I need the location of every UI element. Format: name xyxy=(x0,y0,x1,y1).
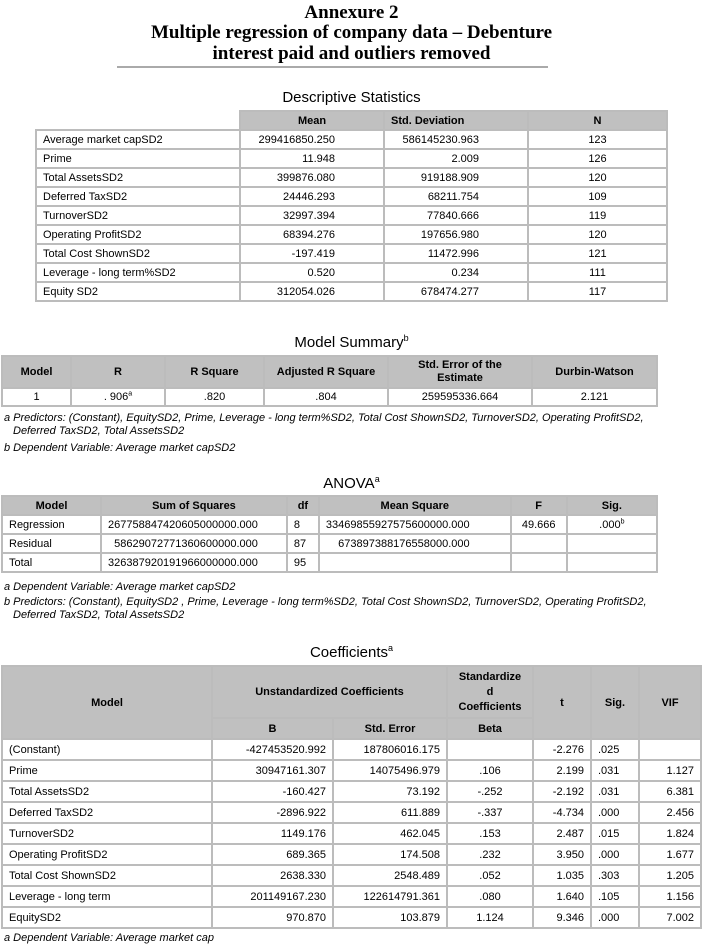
header-model: Model xyxy=(2,666,212,739)
cell-t: 1.640 xyxy=(533,886,591,907)
cell-predictor: Operating ProfitSD2 xyxy=(2,844,212,865)
cell-std-deviation: 77840.666 xyxy=(384,206,528,225)
descriptive-statistics-title: Descriptive Statistics xyxy=(282,89,421,106)
coefficients-title: Coefficients$^a$ xyxy=(309,643,394,661)
cell-std-deviation: 586145230.963 xyxy=(384,130,528,149)
cell-std-error: 187806016.175 xyxy=(333,739,447,760)
table-row xyxy=(36,187,667,206)
cell-r-square: .820 xyxy=(165,388,264,406)
cell-predictor: EquitySD2 xyxy=(2,907,212,928)
header-beta: Beta xyxy=(447,718,533,739)
cell-mean: 399876.080 xyxy=(240,168,384,187)
table-row xyxy=(2,865,701,886)
cell-beta: -.252 xyxy=(447,781,533,802)
cell-f xyxy=(511,534,567,553)
cell-variable: Total Cost ShownSD2 xyxy=(36,244,240,263)
cell-std-deviation: 11472.996 xyxy=(384,244,528,263)
table-header-row xyxy=(36,111,667,130)
cell-vif xyxy=(639,739,701,760)
cell-variable: Total AssetsSD2 xyxy=(36,168,240,187)
cell-f: 49.666 xyxy=(511,515,567,534)
cell-t: 1.035 xyxy=(533,865,591,886)
cell-t: 3.950 xyxy=(533,844,591,865)
cell-n: 120 xyxy=(528,168,667,187)
header-r-square: R Square xyxy=(165,356,264,388)
cell-df: 87 xyxy=(287,534,319,553)
table-row xyxy=(36,206,667,225)
cell-mean: 24446.293 xyxy=(240,187,384,206)
cell-durbin-watson: 2.121 xyxy=(532,388,657,406)
cell-mean: 68394.276 xyxy=(240,225,384,244)
cell-std-deviation: 197656.980 xyxy=(384,225,528,244)
table-row xyxy=(2,844,701,865)
cell-std-error: 122614791.361 xyxy=(333,886,447,907)
table-row xyxy=(2,886,701,907)
table-row xyxy=(2,553,657,572)
table-row xyxy=(36,130,667,149)
cell-predictor: (Constant) xyxy=(2,739,212,760)
cell-vif: 7.002 xyxy=(639,907,701,928)
cell-t: 9.346 xyxy=(533,907,591,928)
cell-n: 120 xyxy=(528,225,667,244)
cell-n: 111 xyxy=(528,263,667,282)
cell-predictor: Total Cost ShownSD2 xyxy=(2,865,212,886)
cell-predictor: Deferred TaxSD2 xyxy=(2,802,212,823)
cell-model: Regression xyxy=(2,515,101,534)
cell-mean-square xyxy=(319,553,511,572)
table-header-row xyxy=(2,666,701,718)
cell-n: 126 xyxy=(528,149,667,168)
cell-std-error: 462.045 xyxy=(333,823,447,844)
cell-n: 109 xyxy=(528,187,667,206)
heading-line-3: interest paid and outliers removed xyxy=(212,43,491,64)
cell-b: -2896.922 xyxy=(212,802,333,823)
cell-std-deviation: 68211.754 xyxy=(384,187,528,206)
cell-std-deviation: 2.009 xyxy=(384,149,528,168)
header-adjusted-r-square: Adjusted R Square xyxy=(264,356,388,388)
cell-b: -160.427 xyxy=(212,781,333,802)
cell-n: 121 xyxy=(528,244,667,263)
header-n: N xyxy=(528,111,667,130)
header-std-error-estimate: Std. Error of the Estimate xyxy=(388,356,532,388)
table-row xyxy=(36,263,667,282)
cell-df: 95 xyxy=(287,553,319,572)
header-sig: Sig. xyxy=(567,496,657,515)
table-row xyxy=(2,739,701,760)
cell-predictor: Leverage - long term xyxy=(2,886,212,907)
table-row xyxy=(2,760,701,781)
header-model: Model xyxy=(2,356,71,388)
cell-t: 2.199 xyxy=(533,760,591,781)
cell-sig xyxy=(567,515,657,534)
cell-n: 117 xyxy=(528,282,667,301)
table-row xyxy=(2,823,701,844)
cell-variable: Deferred TaxSD2 xyxy=(36,187,240,206)
cell-mean: -197.419 xyxy=(240,244,384,263)
coefficients-table xyxy=(1,665,702,929)
table-header-row xyxy=(2,496,657,515)
cell-std-error: 103.879 xyxy=(333,907,447,928)
cell-b: 689.365 xyxy=(212,844,333,865)
cell-sum-of-squares: 58629072771360600000.000 xyxy=(101,534,287,553)
table-row xyxy=(36,244,667,263)
header-mean: Mean xyxy=(240,111,384,130)
cell-model: 1 xyxy=(2,388,71,406)
cell-std-deviation: 0.234 xyxy=(384,263,528,282)
model-summary-title: Model Summary$^b$ xyxy=(294,333,409,351)
sig-footnote: b xyxy=(620,517,625,525)
cell-variable: Operating ProfitSD2 xyxy=(36,225,240,244)
cell-std-error: 611.889 xyxy=(333,802,447,823)
cell-beta: 1.124 xyxy=(447,907,533,928)
header-b: B xyxy=(212,718,333,739)
cell-t: -2.192 xyxy=(533,781,591,802)
cell-f xyxy=(511,553,567,572)
cell-sig: .031 xyxy=(591,781,639,802)
table-row xyxy=(36,168,667,187)
table-row xyxy=(36,225,667,244)
cell-model: Residual xyxy=(2,534,101,553)
cell-std-error: 14075496.979 xyxy=(333,760,447,781)
heading-line-1: Annexure 2 xyxy=(304,2,399,23)
header-std-deviation: Std. Deviation xyxy=(384,111,528,130)
cell-beta: .106 xyxy=(447,760,533,781)
table-row xyxy=(2,781,701,802)
cell-beta: .153 xyxy=(447,823,533,844)
cell-sig: .031 xyxy=(591,760,639,781)
cell-variable: Average market capSD2 xyxy=(36,130,240,149)
cell-vif: 1.205 xyxy=(639,865,701,886)
cell-t: -2.276 xyxy=(533,739,591,760)
header-sum-of-squares: Sum of Squares xyxy=(101,496,287,515)
cell-sum-of-squares: 326387920191966000000.000 xyxy=(101,553,287,572)
table-row xyxy=(2,534,657,553)
cell-sum-of-squares: 267758847420605000000.000 xyxy=(101,515,287,534)
cell-mean: 0.520 xyxy=(240,263,384,282)
cell-vif: 1.127 xyxy=(639,760,701,781)
header-mean-square: Mean Square xyxy=(319,496,511,515)
cell-b: 2638.330 xyxy=(212,865,333,886)
cell-df: 8 xyxy=(287,515,319,534)
cell-predictor: TurnoverSD2 xyxy=(2,823,212,844)
cell-mean: 32997.394 xyxy=(240,206,384,225)
header-model: Model xyxy=(2,496,101,515)
anova-note-a: a Dependent Variable: Average market capSD2 xyxy=(4,581,236,593)
header-df: df xyxy=(287,496,319,515)
cell-sig: .000 xyxy=(591,907,639,928)
header-standardized-coefficients: Standardize d Coefficients xyxy=(447,666,533,718)
header-sig: Sig. xyxy=(591,666,639,739)
cell-sig: .000 xyxy=(591,844,639,865)
cell-predictor: Total AssetsSD2 xyxy=(2,781,212,802)
cell-vif: 1.824 xyxy=(639,823,701,844)
cell-vif: 2.456 xyxy=(639,802,701,823)
anova-title: ANOVA$^a$ xyxy=(323,474,380,492)
cell-beta: .080 xyxy=(447,886,533,907)
cell-std-deviation: 919188.909 xyxy=(384,168,528,187)
cell-vif: 1.156 xyxy=(639,886,701,907)
cell-t: 2.487 xyxy=(533,823,591,844)
header-unstandardized-coefficients: Unstandardized Coefficients xyxy=(212,666,447,718)
cell-mean-square: 673897388176558000.000 xyxy=(319,534,511,553)
model-summary-note-a: a Predictors: (Constant), EquitySD2, Prime, Leverage - long term%SD2, Total Cost ShownSD2, TurnoverSD2, Operating ProfitSD2, Deferred TaxSD2, Total AssetsSD2 xyxy=(4,412,644,437)
cell-r: . 906$^a$ xyxy=(71,388,165,406)
model-summary-note-b: b Dependent Variable: Average market capSD2 xyxy=(4,442,236,454)
table-row xyxy=(2,907,701,928)
cell-sig xyxy=(567,534,657,553)
cell-vif: 1.677 xyxy=(639,844,701,865)
heading-divider xyxy=(117,66,548,68)
header-durbin-watson: Durbin-Watson xyxy=(532,356,657,388)
cell-sig: .303 xyxy=(591,865,639,886)
cell-sig: .000 xyxy=(591,802,639,823)
cell-variable: Leverage - long term%SD2 xyxy=(36,263,240,282)
sig-value: .000 xyxy=(599,518,621,531)
table-row xyxy=(2,515,657,534)
cell-variable: Equity SD2 xyxy=(36,282,240,301)
header-blank xyxy=(36,111,240,130)
anova-note-b: b Predictors: (Constant), EquitySD2 , Prime, Leverage - long term%SD2, Total Cost ShownSD2, TurnoverSD2, Operating ProfitSD2, Deferred TaxSD2, Total AssetsSD2 xyxy=(4,596,647,621)
header-vif: VIF xyxy=(639,666,701,739)
header-std-error: Std. Error xyxy=(333,718,447,739)
cell-b: 30947161.307 xyxy=(212,760,333,781)
cell-predictor: Prime xyxy=(2,760,212,781)
cell-b: 970.870 xyxy=(212,907,333,928)
anova-table xyxy=(1,495,658,573)
table-row xyxy=(2,802,701,823)
cell-sig: .015 xyxy=(591,823,639,844)
cell-mean: 312054.026 xyxy=(240,282,384,301)
model-summary-table xyxy=(1,355,658,407)
coefficients-note-a: a Dependent Variable: Average market cap xyxy=(4,932,214,944)
cell-beta xyxy=(447,739,533,760)
cell-std-error: 174.508 xyxy=(333,844,447,865)
header-f: F xyxy=(511,496,567,515)
cell-std-error: 259595336.664 xyxy=(388,388,532,406)
header-r: R xyxy=(71,356,165,388)
cell-variable: TurnoverSD2 xyxy=(36,206,240,225)
cell-b: -427453520.992 xyxy=(212,739,333,760)
header-t: t xyxy=(533,666,591,739)
cell-n: 123 xyxy=(528,130,667,149)
cell-sig: .025 xyxy=(591,739,639,760)
cell-std-error: 2548.489 xyxy=(333,865,447,886)
table-header-row xyxy=(2,356,657,388)
cell-mean: 11.948 xyxy=(240,149,384,168)
cell-model: Total xyxy=(2,553,101,572)
cell-beta: -.337 xyxy=(447,802,533,823)
cell-b: 201149167.230 xyxy=(212,886,333,907)
cell-beta: .232 xyxy=(447,844,533,865)
table-row xyxy=(36,149,667,168)
cell-vif: 6.381 xyxy=(639,781,701,802)
descriptive-statistics-table xyxy=(35,110,668,302)
heading-line-2: Multiple regression of company data – Debenture xyxy=(150,22,553,43)
cell-adj-r-square: .804 xyxy=(264,388,388,406)
table-row xyxy=(36,282,667,301)
cell-mean: 299416850.250 xyxy=(240,130,384,149)
cell-sig: .105 xyxy=(591,886,639,907)
cell-n: 119 xyxy=(528,206,667,225)
cell-std-error: 73.192 xyxy=(333,781,447,802)
cell-variable: Prime xyxy=(36,149,240,168)
cell-beta: .052 xyxy=(447,865,533,886)
cell-sig xyxy=(567,553,657,572)
cell-b: 1149.176 xyxy=(212,823,333,844)
cell-t: -4.734 xyxy=(533,802,591,823)
cell-std-deviation: 678474.277 xyxy=(384,282,528,301)
table-row xyxy=(2,388,657,406)
cell-mean-square: 33469855927575600000.000 xyxy=(319,515,511,534)
